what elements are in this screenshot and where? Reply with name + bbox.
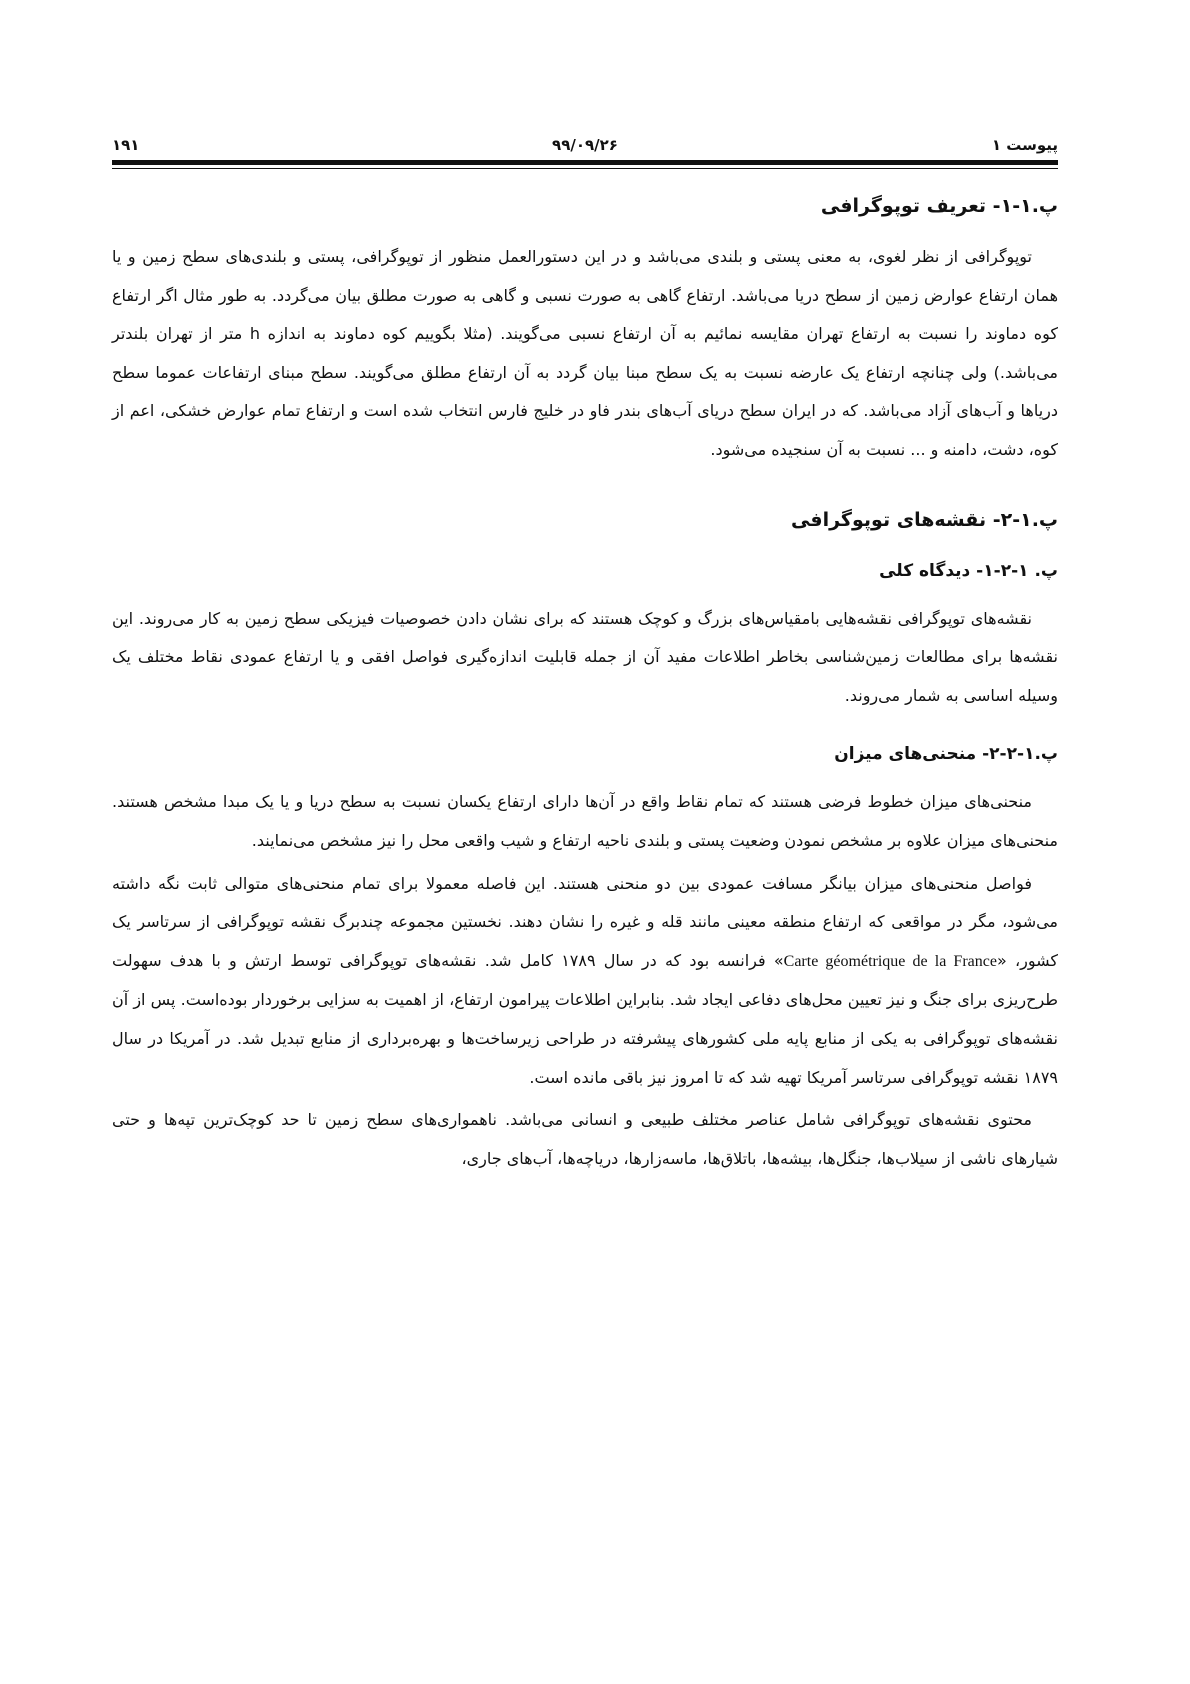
page-content xyxy=(112,180,1058,1178)
latin-map-title: Carte géométrique de la France xyxy=(783,952,997,970)
running-header xyxy=(112,120,1058,154)
header-page-number: ۱۹۱ xyxy=(112,136,140,154)
section-heading-topography-definition: پ.۱-۱- تعریف توپوگرافی xyxy=(820,195,1058,217)
subsection-heading-overview: پ. ۱-۲-۱- دیدگاه کلی xyxy=(879,560,1058,581)
header-date: ۹۹/۰۹/۲۶ xyxy=(552,136,618,154)
header-rule-thick xyxy=(112,160,1058,165)
paragraph-topography-definition: توپوگرافی از نظر لغوی، به معنی پستی و بلندی می‌باشد و در این دستورالعمل منظور از توپوگرافی، پستی و بلندی‌های سطح زمین و یا همان ارتفاع عوارض زمین از سطح دریا می‌باشد. ارتفاع گاهی به صورت نسبی و گاهی به صورت مطلق بیان می‌گردد. به طور مثال اگر ارتفاع کوه دماوند را نسبت به ارتفاع تهران مقایسه نمائیم به آن ارتفاع نسبی می‌گویند. (مثلا بگوییم کوه دماوند به اندازه h متر از تهران بلندتر می‌باشد.) ولی چنانچه ارتفاع یک عارضه نسبت به یک سطح مبنا بیان گردد به آن ارتفاع مطلق می‌گویند. سطح مبنای ارتفاعات عموما سطح دریاها و آب‌های آزاد می‌باشد. که در ایران سطح دریای آب‌های بندر فاو در خلیج فارس انتخاب شده است و ارتفاع تمام عوارض خشکی، اعم از کوه، دشت، دامنه و ... نسبت به آن سنجیده می‌شود. xyxy=(112,247,1058,459)
document-page xyxy=(112,120,1059,1168)
section-heading-topographic-maps: پ.۱-۲- نقشه‌های توپوگرافی xyxy=(790,508,1058,531)
paragraph-contour-intervals xyxy=(112,865,1058,1098)
subsection-heading-contour-lines: پ.۱-۲-۲- منحنی‌های میزان xyxy=(834,744,1058,765)
paragraph-overview: نقشه‌های توپوگرافی نقشه‌هایی بامقیاس‌های بزرگ و کوچک هستند که برای نشان دادن خصوصیات فیزیکی سطح زمین به کار می‌روند. این نقشه‌ها برای مطالعات زمین‌شناسی بخاطر اطلاعات مفید آن از جمله قابلیت اندازه‌گیری فواصل افقی و یا ارتفاع عمودی نقاط مختلف یک وسیله اساسی به شمار می‌روند. xyxy=(112,608,1058,705)
header-appendix-label: پیوست ۱ xyxy=(991,136,1058,154)
header-rule-thin xyxy=(112,168,1058,169)
paragraph-map-contents: محتوی نقشه‌های توپوگرافی شامل عناصر مختلف طبیعی و انسانی می‌باشد. ناهمواری‌های سطح زمین تا حد کوچک‌ترین تپه‌ها و حتی شیارهای ناشی از سیلاب‌ها، جنگل‌ها، بیشه‌ها، باتلاق‌ها، ماسه‌زارها، دریاچه‌ها، آب‌های جاری، xyxy=(112,1110,1058,1168)
paragraph-contour-intervals-part2: » فرانسه بود که در سال ۱۷۸۹ کامل شد. نقشه‌های توپوگرافی توسط ارتش و با هدف سهولت طرح‌ریزی برای جنگ و نیز تعیین محل‌های دفاعی ایجاد شد. بنابراین اطلاعات پیرامون ارتفاع، از اهمیت به سزایی برخوردار بوده‌است. پس از آن نقشه‌های توپوگرافی به یکی از منابع پایه ملی کشورهای پیشرفته در طراحی زیرساخت‌ها و بهره‌برداری از منابع تبدیل شد. در آمریکا در سال ۱۸۷۹ نقشه توپوگرافی سرتاسر آمریکا تهیه شد که تا امروز نیز باقی مانده است. xyxy=(112,950,1058,1087)
paragraph-contour-definition: منحنی‌های میزان خطوط فرضی هستند که تمام نقاط واقع در آن‌ها دارای ارتفاع یکسان نسبت به سطح دریا و یا یک مبدا مشخص هستند. منحنی‌های میزان علاوه بر مشخص نمودن وضعیت پستی و بلندی ناحیه ارتفاع و شیب واقعی محل را نیز مشخص می‌نمایند. xyxy=(112,792,1058,850)
paragraph-contour-intervals-part1: فواصل منحنی‌های میزان بیانگر مسافت عمودی بین دو منحنی هستند. این فاصله معمولا برای تمام منحنی‌های متوالی ثابت نگه داشته می‌شود، مگر در مواقعی که ارتفاع منطقه معینی مانند قله و غیره را نشان دهند. نخستین مجموعه چندبرگ نقشه توپوگرافی از سرتاسر یک کشور، « xyxy=(112,873,1059,970)
